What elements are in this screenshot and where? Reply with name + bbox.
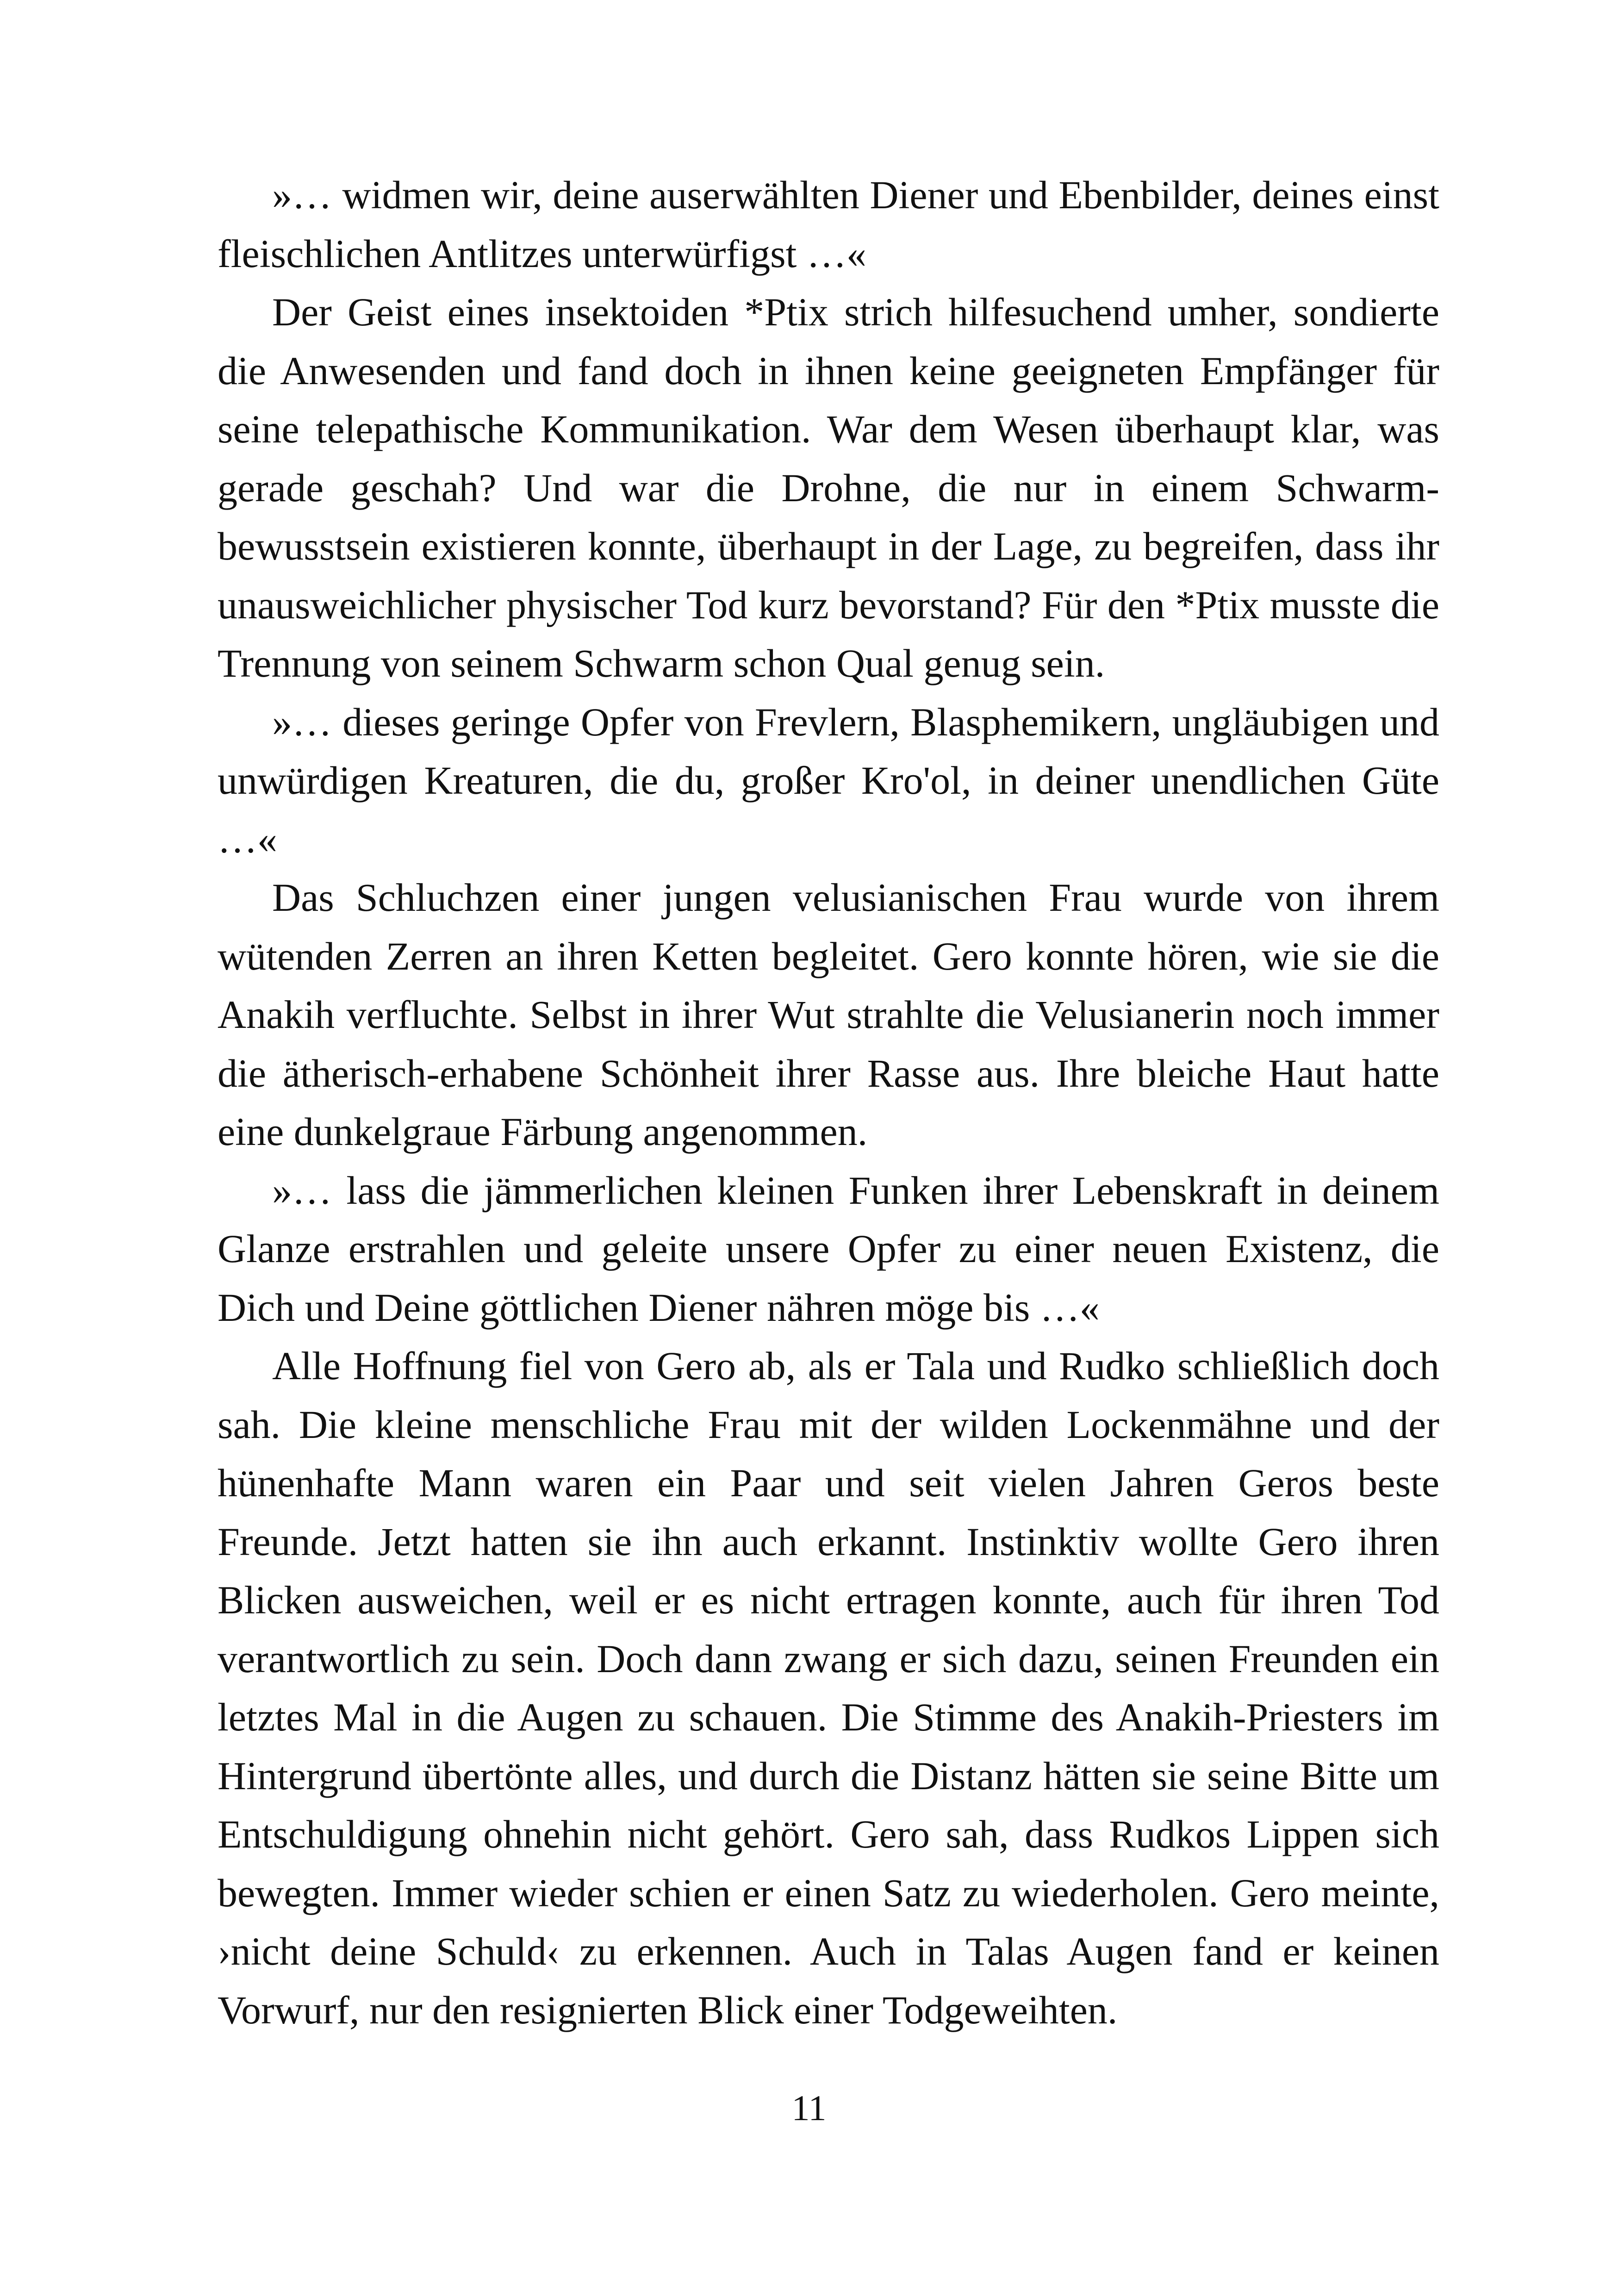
- paragraph-prayer-3: »… lass die jämmerlichen kleinen Funken ihrer Lebenskraft in deinem Glanze erstrahlen und geleite unsere Opfer zu einer neuen Existenz, die Dich und Deine göttlichen Diener nähren möge bis …«: [218, 1168, 1439, 1330]
- paragraph-prayer-1: »… widmen wir, deine auserwählten Diener und Ebenbilder, deines einst fleischlichen Antlitzes unterwürfigst …«: [218, 173, 1439, 276]
- paragraph-ptix: Der Geist eines insektoiden *Ptix strich hilfesuchend umher, sondierte die Anwesenden und fand doch in ihnen keine geeigneten Empfänger für seine telepathische Kommunikation. War dem Wesen überhaupt klar, was gerade geschah? Und war die Drohne, die nur in einem Schwarmbewusstsein existieren konnte, überhaupt in der Lage, zu begreifen, dass ihr unausweichlicher physischer Tod kurz bevorstand? Für den *Ptix musste die Trennung von seinem Schwarm schon Qual genug sein.: [218, 290, 1439, 685]
- page-number: 11: [791, 2088, 827, 2128]
- paragraph-tala-rudko: Alle Hoffnung fiel von Gero ab, als er Tala und Rudko schließlich doch sah. Die kleine menschliche Frau mit der wilden Lockenmähne und der hünenhafte Mann waren ein Paar und seit vielen Jahren Geros beste Freunde. Jetzt hatten sie ihn auch erkannt. Instinktiv wollte Gero ihren Blicken ausweichen, weil er es nicht ertragen konnte, auch für ihren Tod verantwortlich zu sein. Doch dann zwang er sich dazu, seinen Freunden ein letztes Mal in die Augen zu schauen. Die Stimme des Anakih-Priesters im Hintergrund übertönte alles, und durch die Distanz hätten sie seine Bitte um Entschuldigung ohnehin nicht gehört. Gero sah, dass Rudkos Lippen sich bewegten. Immer wieder schien er einen Satz zu wiederholen. Gero meinte, ›nicht deine Schuld‹ zu erkennen. Auch in Talas Augen fand er keinen Vorwurf, nur den resignierten Blick einer Todgeweihten.: [218, 1344, 1439, 2032]
- body-text: [218, 166, 1439, 2039]
- paragraph-prayer-2: »… dieses geringe Opfer von Frevlern, Blasphemikern, ungläubigen und unwürdigen Kreaturen, die du, großer Kro'ol, in deiner unendlichen Güte …«: [218, 699, 1439, 861]
- paragraph-velusian: Das Schluchzen einer jungen velusianischen Frau wurde von ihrem wütenden Zerren an ihren Ketten begleitet. Gero konnte hören, wie sie die Anakih verfluchte. Selbst in ihrer Wut strahlte die Velusianerin noch immer die ätherisch-erhabene Schönheit ihrer Rasse aus. Ihre bleiche Haut hatte eine dunkelgraue Färbung angenommen.: [218, 875, 1439, 1154]
